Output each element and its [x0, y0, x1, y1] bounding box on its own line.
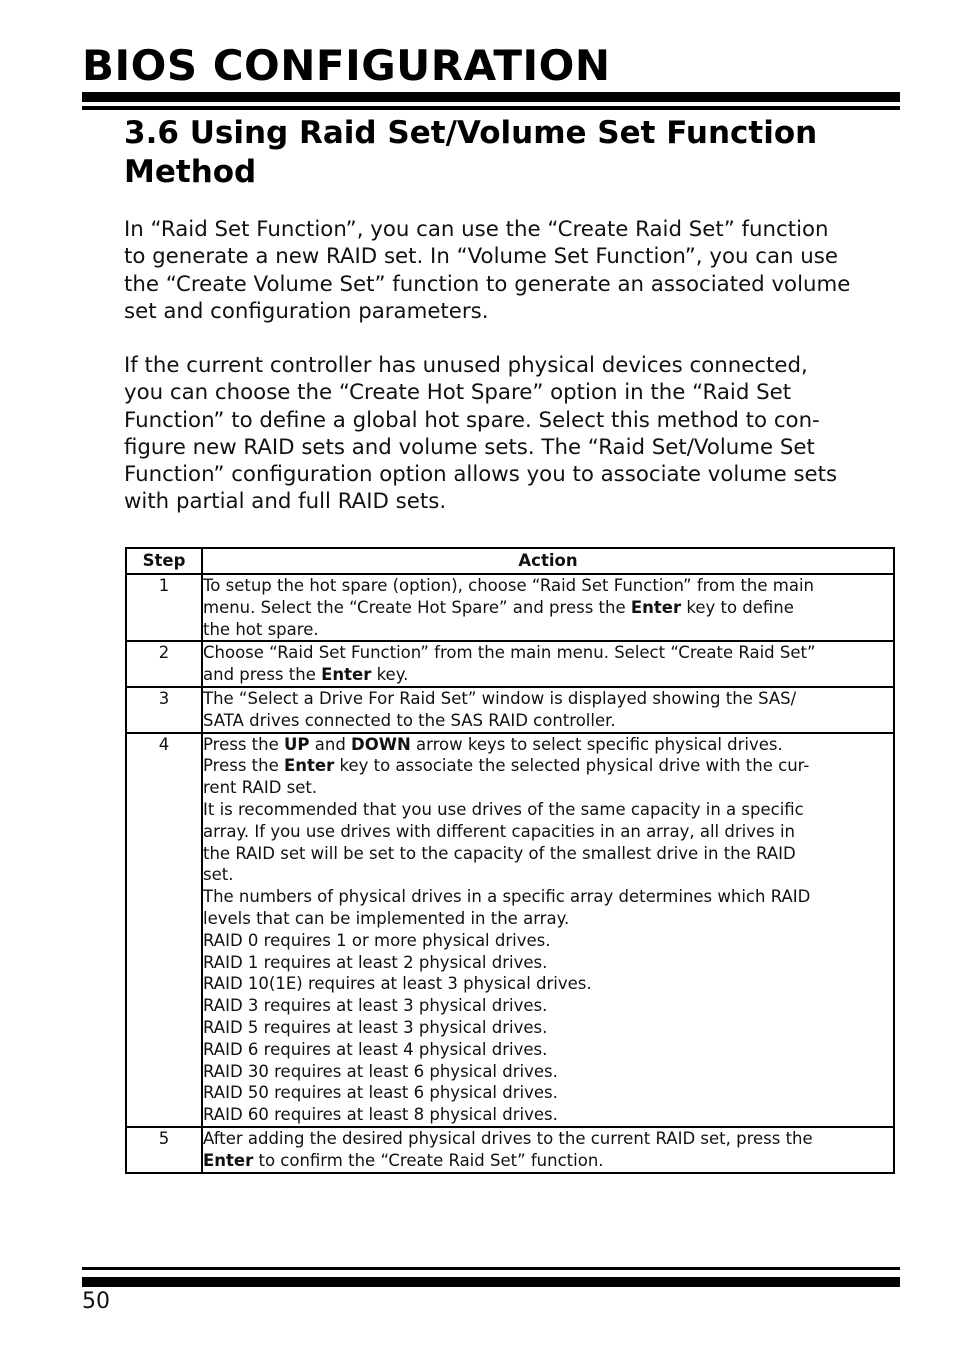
header-rule-thin	[82, 106, 900, 110]
action-text: and press the	[203, 665, 322, 685]
key-name: Enter	[203, 1150, 254, 1170]
paragraph-line: In “Raid Set Function”, you can use the “Create Raid Set” function	[124, 217, 829, 242]
paragraph-line: set and configuration parameters.	[124, 298, 489, 324]
section-title-line-1: 3.6 Using Raid Set/Volume Set Function	[124, 115, 818, 151]
action-line	[203, 886, 893, 908]
action-line	[203, 710, 893, 732]
paragraph-line: Function” configuration option allows you to associate volume sets	[124, 462, 838, 488]
step-action	[202, 733, 894, 1127]
paragraph-line: If the current controller has unused physical devices connected,	[124, 353, 808, 378]
action-line	[203, 734, 893, 756]
key-name: UP	[284, 734, 310, 754]
action-line	[203, 688, 893, 710]
action-line	[203, 1128, 893, 1150]
action-text: Choose “Raid Set Function” from the main menu. Select “Create Raid Set”	[203, 643, 816, 663]
action-text: RAID 0 requires 1 or more physical drives.	[203, 930, 551, 950]
step-number: 2	[126, 641, 202, 687]
paragraph-line: with partial and full RAID sets.	[124, 489, 447, 515]
intro-paragraph	[124, 216, 904, 325]
steps-table	[125, 547, 895, 1174]
action-line	[203, 1061, 893, 1083]
paragraph-line: Function” to define a global hot spare. Select this method to con-	[124, 407, 820, 433]
table-row	[126, 641, 894, 687]
step-action	[202, 1127, 894, 1173]
action-line	[203, 1150, 893, 1172]
action-text: RAID 1 requires at least 2 physical drives.	[203, 952, 548, 972]
action-text: The numbers of physical drives in a specific array determines which RAID	[203, 887, 811, 907]
action-text: key to associate the selected physical drive with the cur-	[334, 756, 810, 776]
action-line	[203, 952, 893, 974]
action-text: It is recommended that you use drives of the same capacity in a specific	[203, 799, 804, 819]
table-header-row	[126, 548, 894, 574]
action-text: key.	[371, 665, 409, 685]
action-line	[203, 908, 893, 930]
action-line	[203, 799, 893, 821]
action-line	[203, 1039, 893, 1061]
action-text: arrow keys to select specific physical drives.	[410, 734, 783, 754]
step-number: 3	[126, 687, 202, 733]
action-text: To setup the hot spare (option), choose “Raid Set Function” from the main	[203, 576, 815, 595]
paragraph-line: to generate a new RAID set. In “Volume Set Function”, you can use	[124, 244, 838, 270]
key-name: DOWN	[351, 734, 411, 754]
action-line	[203, 995, 893, 1017]
page-number: 50	[82, 1289, 110, 1314]
action-text: RAID 3 requires at least 3 physical drives.	[203, 996, 548, 1016]
action-line	[203, 1104, 893, 1126]
footer-rule-thin	[82, 1267, 900, 1270]
action-text: After adding the desired physical drives to the current RAID set, press the	[203, 1128, 813, 1148]
action-line	[203, 664, 893, 686]
table-row	[126, 687, 894, 733]
action-text: menu. Select the “Create Hot Spare” and press the	[203, 597, 631, 617]
action-text: RAID 30 requires at least 6 physical drives.	[203, 1061, 558, 1081]
table-row	[126, 574, 894, 641]
action-text: RAID 10(1E) requires at least 3 physical drives.	[203, 974, 592, 994]
step-number: 4	[126, 733, 202, 1127]
step-number: 5	[126, 1127, 202, 1173]
action-line	[203, 575, 893, 597]
key-name: Enter	[321, 665, 372, 685]
action-text: key to define	[681, 597, 794, 617]
step-action	[202, 641, 894, 687]
action-line	[203, 597, 893, 619]
step-action	[202, 687, 894, 733]
action-line	[203, 973, 893, 995]
action-text: Press the	[203, 734, 284, 754]
action-text: array. If you use drives with different capacities in an array, all drives in	[203, 821, 795, 841]
action-line	[203, 821, 893, 843]
paragraph-line: you can choose the “Create Hot Spare” option in the “Raid Set	[124, 380, 792, 406]
action-line	[203, 930, 893, 952]
hot-spare-paragraph	[124, 352, 904, 516]
header-rule-thick	[82, 92, 900, 102]
step-number: 1	[126, 574, 202, 641]
action-text: SATA drives connected to the SAS RAID controller.	[203, 710, 616, 730]
key-name: Enter	[630, 597, 682, 617]
page-header-title: BIOS CONFIGURATION	[82, 41, 611, 90]
paragraph-line: the “Create Volume Set” function to generate an associated volume	[124, 271, 851, 297]
footer-rule-thick	[82, 1277, 900, 1287]
action-text: RAID 6 requires at least 4 physical drives.	[203, 1039, 548, 1059]
action-column-header: Action	[202, 548, 894, 574]
action-text: the hot spare.	[203, 619, 319, 639]
action-line	[203, 864, 893, 886]
action-text: rent RAID set.	[203, 778, 318, 798]
action-text: The “Select a Drive For Raid Set” window is displayed showing the SAS/	[203, 688, 797, 708]
action-line	[203, 1017, 893, 1039]
action-text: to confirm the “Create Raid Set” function.	[253, 1150, 604, 1170]
section-title-line-2: Method	[124, 154, 257, 190]
key-name: Enter	[284, 756, 335, 776]
action-line	[203, 1082, 893, 1104]
table-row	[126, 1127, 894, 1173]
action-text: set.	[203, 865, 234, 885]
table-row	[126, 733, 894, 1127]
action-line	[203, 642, 893, 664]
paragraph-line: figure new RAID sets and volume sets. The “Raid Set/Volume Set	[124, 434, 815, 460]
steps-table-body	[126, 574, 894, 1173]
action-text: RAID 50 requires at least 6 physical drives.	[203, 1083, 558, 1103]
action-text: RAID 5 requires at least 3 physical drives.	[203, 1017, 548, 1037]
action-line	[203, 843, 893, 865]
action-text: RAID 60 requires at least 8 physical drives.	[203, 1105, 558, 1125]
action-text: the RAID set will be set to the capacity of the smallest drive in the RAID	[203, 843, 796, 863]
step-column-header: Step	[126, 548, 202, 574]
action-line	[203, 777, 893, 799]
action-line	[203, 619, 893, 641]
step-action	[202, 574, 894, 641]
action-text: Press the	[203, 756, 284, 776]
section-title	[124, 114, 884, 192]
action-text: levels that can be implemented in the array.	[203, 908, 570, 928]
action-text: and	[309, 734, 352, 754]
action-line	[203, 755, 893, 777]
